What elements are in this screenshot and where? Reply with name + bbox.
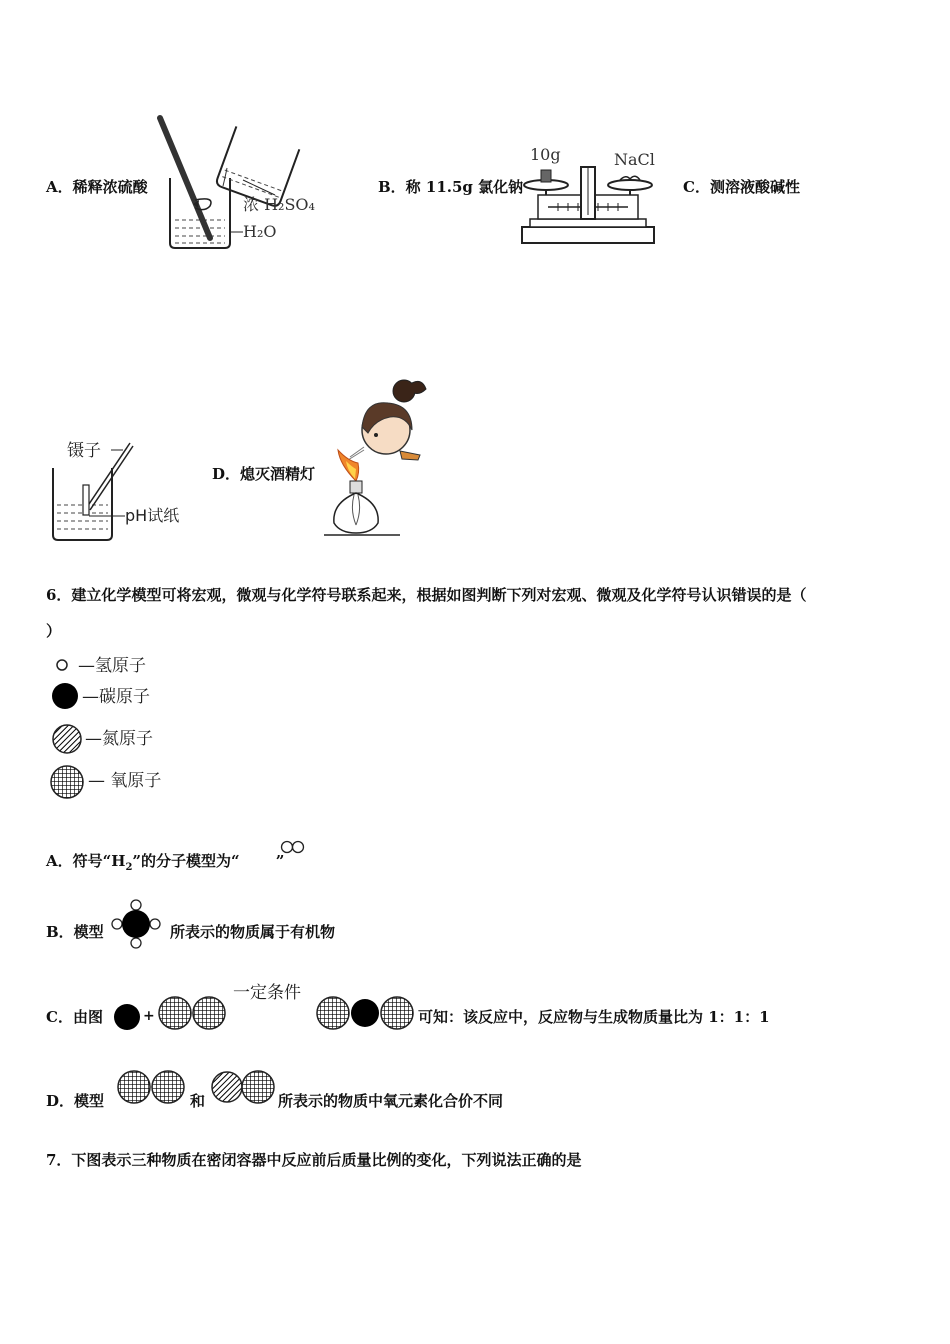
weight-label: 10g	[530, 145, 561, 164]
water-label: H₂O	[243, 222, 277, 241]
q6-option-c-post: 可知：该反应中，反应物与生成物质量比为 1：1：1	[418, 1008, 770, 1026]
q6-option-d-mid: 和	[190, 1092, 206, 1110]
legend-carbon-label: —碳原子	[82, 687, 150, 707]
q6-option-d-post: 所表示的物质中氧元素化合价不同	[278, 1092, 504, 1110]
o2-reactant-icon	[158, 994, 228, 1032]
q6-option-b-pre: B．模型	[46, 923, 104, 941]
q7-stem: 7．下图表示三种物质在密闭容器中反应前后质量比例的变化，下列说法正确的是	[46, 1151, 582, 1169]
ph-paper-label: pH试纸	[125, 506, 180, 525]
o2-molecule-icon	[116, 1068, 188, 1106]
legend-hydrogen-label: —氢原子	[78, 656, 146, 676]
h2-molecule-icon	[280, 840, 306, 854]
q6-option-c-pre: C．由图	[46, 1008, 103, 1026]
reaction-condition-label: 一定条件	[233, 983, 301, 1003]
oxygen-atom-icon	[50, 765, 84, 799]
acid-label: 浓 H₂SO₄	[243, 195, 315, 214]
ph-test-figure	[45, 440, 185, 545]
q6-stem-line1: 6．建立化学模型可将宏观，微观与化学符号联系起来，根据如图判断下列对宏观、微观及化学符号认识错误的是（	[46, 586, 807, 604]
balance-figure	[518, 165, 658, 247]
q5-option-c-label: C．测溶液酸碱性	[683, 178, 800, 196]
nitrogen-atom-icon	[52, 724, 82, 754]
methane-molecule-icon	[110, 898, 162, 950]
tweezers-label: 镊子	[67, 441, 101, 461]
q6-option-a-end: ”	[275, 852, 285, 870]
q5-option-d-label: D．熄灭酒精灯	[212, 465, 316, 483]
extinguish-lamp-figure	[320, 375, 435, 540]
q6-stem-line2: ）	[46, 622, 62, 640]
plus-sign: +	[143, 1008, 155, 1024]
legend-oxygen-label: — 氧原子	[88, 771, 162, 791]
dilute-acid-figure	[155, 108, 320, 253]
q6-option-d-pre: D．模型	[46, 1092, 105, 1110]
carbon-reactant-icon	[113, 1003, 141, 1031]
q5-option-b-label: B．称 11.5g 氯化钠	[378, 178, 524, 196]
q6-option-a-post: ”的分子模型为“	[132, 852, 240, 870]
legend-nitrogen-label: —氮原子	[85, 729, 153, 749]
hydrogen-atom-icon	[56, 659, 68, 671]
carbon-atom-icon	[51, 682, 79, 710]
no-molecule-icon	[210, 1068, 276, 1106]
q6-option-a	[46, 851, 284, 878]
q6-option-a-sub: 2	[125, 862, 133, 873]
co2-product-icon	[316, 994, 414, 1032]
q6-option-b-post: 所表示的物质属于有机物	[170, 923, 336, 941]
nacl-label: NaCl	[614, 150, 655, 169]
q6-option-a-pre: A．符号“H	[46, 852, 126, 870]
q5-option-a-label: A．稀释浓硫酸	[46, 178, 148, 196]
